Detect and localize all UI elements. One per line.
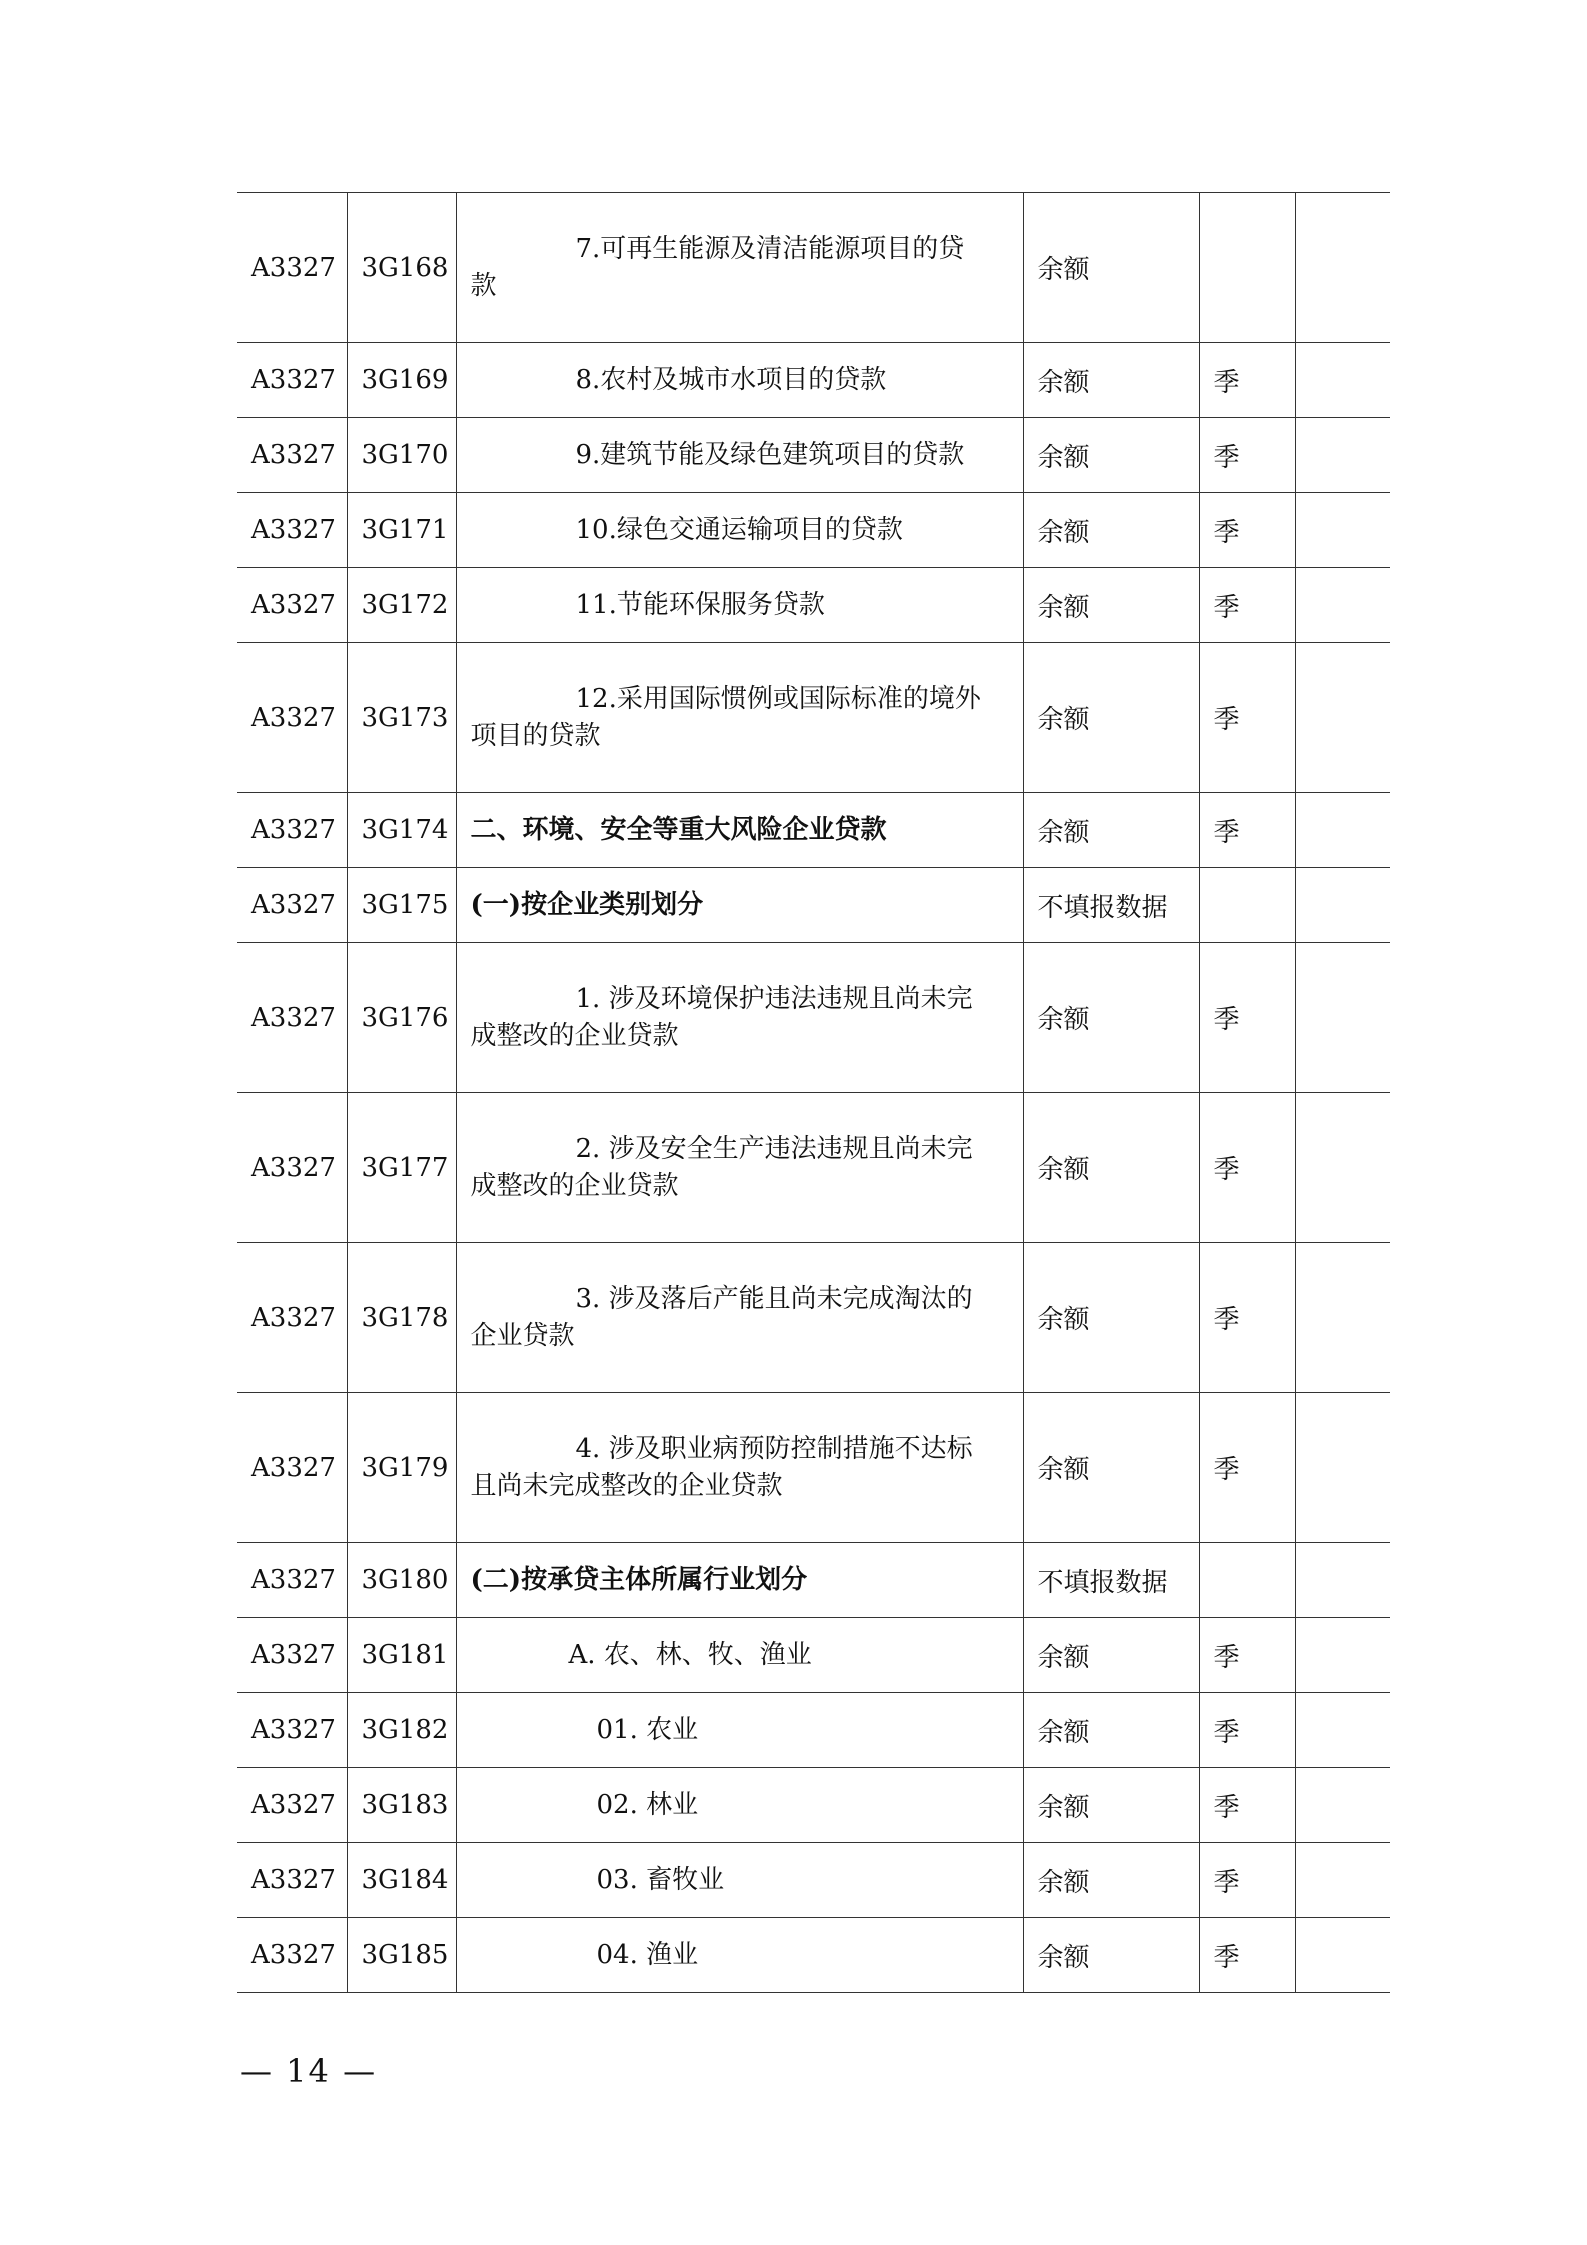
indicator-name-line2: 且尚未完成整改的企业贷款 <box>470 1470 783 1501</box>
indicator-type-cell: 余额 <box>1023 1693 1199 1768</box>
table-code-cell: A3327 <box>237 1093 347 1243</box>
indicator-name-cell <box>456 793 1023 868</box>
remark-cell <box>1295 193 1390 343</box>
table-code-cell: A3327 <box>237 1768 347 1843</box>
indicator-type-cell: 余额 <box>1023 1618 1199 1693</box>
indicator-name-cell <box>456 493 1023 568</box>
frequency-cell: 季 <box>1199 343 1295 418</box>
table-row <box>237 418 1390 493</box>
indicator-name-cell <box>456 868 1023 943</box>
frequency-cell: 季 <box>1199 643 1295 793</box>
indicator-name-line2: 成整改的企业贷款 <box>470 1020 679 1051</box>
indicator-name-line1: 二、环境、安全等重大风险企业贷款 <box>470 814 887 845</box>
indicator-name-line1: 1. 涉及环境保护违法违规且尚未完 <box>575 983 973 1014</box>
table-row <box>237 568 1390 643</box>
remark-cell <box>1295 418 1390 493</box>
indicator-type-cell: 余额 <box>1023 418 1199 493</box>
frequency-cell: 季 <box>1199 1693 1295 1768</box>
indicator-name-line1: A. 农、林、牧、渔业 <box>568 1639 812 1670</box>
indicator-name-line2: 成整改的企业贷款 <box>470 1170 679 1201</box>
table-code-cell: A3327 <box>237 793 347 868</box>
indicator-name-cell <box>456 1618 1023 1693</box>
indicator-type-cell: 余额 <box>1023 193 1199 343</box>
table-row <box>237 793 1390 868</box>
frequency-cell: 季 <box>1199 418 1295 493</box>
table-code-cell: A3327 <box>237 343 347 418</box>
table-code-cell: A3327 <box>237 943 347 1093</box>
remark-cell <box>1295 1693 1390 1768</box>
indicator-name-cell <box>456 643 1023 793</box>
indicator-name-line2: 企业贷款 <box>470 1320 575 1351</box>
remark-cell <box>1295 1918 1390 1993</box>
table-row <box>237 643 1390 793</box>
indicator-name-line1: 4. 涉及职业病预防控制措施不达标 <box>575 1433 973 1464</box>
indicator-code-cell: 3G168 <box>347 193 456 343</box>
table-row <box>237 1693 1390 1768</box>
indicator-code-cell: 3G174 <box>347 793 456 868</box>
remark-cell <box>1295 493 1390 568</box>
remark-cell <box>1295 793 1390 868</box>
table-row <box>237 1918 1390 1993</box>
table-row <box>237 193 1390 343</box>
indicator-type-cell: 不填报数据 <box>1023 1543 1199 1618</box>
indicator-code-cell: 3G176 <box>347 943 456 1093</box>
indicator-name-line2: 项目的贷款 <box>470 720 601 751</box>
frequency-cell: 季 <box>1199 568 1295 643</box>
indicator-code-cell: 3G173 <box>347 643 456 793</box>
indicator-name-cell <box>456 1693 1023 1768</box>
indicator-name-cell <box>456 568 1023 643</box>
remark-cell <box>1295 1768 1390 1843</box>
frequency-cell: 季 <box>1199 1243 1295 1393</box>
table-code-cell: A3327 <box>237 1543 347 1618</box>
indicator-code-cell: 3G171 <box>347 493 456 568</box>
remark-cell <box>1295 1393 1390 1543</box>
indicator-name-line1: 9.建筑节能及绿色建筑项目的贷款 <box>575 439 965 470</box>
table-row <box>237 1243 1390 1393</box>
indicator-code-cell: 3G181 <box>347 1618 456 1693</box>
frequency-cell <box>1199 193 1295 343</box>
indicator-name-cell <box>456 1093 1023 1243</box>
indicator-type-cell: 余额 <box>1023 793 1199 868</box>
indicator-name-line1: 8.农村及城市水项目的贷款 <box>575 364 887 395</box>
table-row <box>237 493 1390 568</box>
indicator-name-cell <box>456 343 1023 418</box>
indicator-name-cell <box>456 1918 1023 1993</box>
indicator-name-line1: 7.可再生能源及清洁能源项目的贷 <box>575 233 965 264</box>
page-number: — 14 — <box>240 2052 378 2090</box>
indicator-code-cell: 3G169 <box>347 343 456 418</box>
indicator-name-cell <box>456 943 1023 1093</box>
table-code-cell: A3327 <box>237 1393 347 1543</box>
indicator-name-cell <box>456 1843 1023 1918</box>
indicator-name-cell <box>456 1768 1023 1843</box>
indicator-name-line1: 12.采用国际惯例或国际标准的境外 <box>575 683 981 714</box>
indicator-code-cell: 3G180 <box>347 1543 456 1618</box>
frequency-cell: 季 <box>1199 493 1295 568</box>
indicator-name-line1: 04. 渔业 <box>596 1939 699 1970</box>
indicator-name-line1: (一)按企业类别划分 <box>470 889 704 920</box>
indicator-code-cell: 3G185 <box>347 1918 456 1993</box>
indicator-type-cell: 余额 <box>1023 1768 1199 1843</box>
table-code-cell: A3327 <box>237 868 347 943</box>
indicator-name-line1: 11.节能环保服务贷款 <box>575 589 825 620</box>
frequency-cell: 季 <box>1199 1393 1295 1543</box>
indicator-type-cell: 余额 <box>1023 1243 1199 1393</box>
table-code-cell: A3327 <box>237 643 347 793</box>
table-row <box>237 1843 1390 1918</box>
indicator-type-cell: 余额 <box>1023 343 1199 418</box>
indicator-name-line1: 01. 农业 <box>596 1714 699 1745</box>
table-code-cell: A3327 <box>237 193 347 343</box>
indicator-code-cell: 3G172 <box>347 568 456 643</box>
indicator-code-cell: 3G178 <box>347 1243 456 1393</box>
frequency-cell: 季 <box>1199 1618 1295 1693</box>
table-row <box>237 943 1390 1093</box>
table-row <box>237 1393 1390 1543</box>
frequency-cell: 季 <box>1199 943 1295 1093</box>
table-row <box>237 1543 1390 1618</box>
table-code-cell: A3327 <box>237 1918 347 1993</box>
indicator-name-line1: 02. 林业 <box>596 1789 699 1820</box>
indicator-type-cell: 余额 <box>1023 1918 1199 1993</box>
indicator-code-cell: 3G182 <box>347 1693 456 1768</box>
table-code-cell: A3327 <box>237 1618 347 1693</box>
remark-cell <box>1295 568 1390 643</box>
frequency-cell: 季 <box>1199 793 1295 868</box>
remark-cell <box>1295 1618 1390 1693</box>
indicator-name-cell <box>456 193 1023 343</box>
remark-cell <box>1295 643 1390 793</box>
indicator-name-cell <box>456 418 1023 493</box>
table-code-cell: A3327 <box>237 568 347 643</box>
indicator-code-cell: 3G184 <box>347 1843 456 1918</box>
frequency-cell: 季 <box>1199 1843 1295 1918</box>
table-row <box>237 868 1390 943</box>
indicator-type-cell: 余额 <box>1023 493 1199 568</box>
indicator-code-cell: 3G170 <box>347 418 456 493</box>
indicator-name-line1: 10.绿色交通运输项目的贷款 <box>575 514 903 545</box>
indicator-type-cell: 余额 <box>1023 943 1199 1093</box>
table-row <box>237 1093 1390 1243</box>
frequency-cell: 季 <box>1199 1768 1295 1843</box>
indicator-code-cell: 3G183 <box>347 1768 456 1843</box>
table-code-cell: A3327 <box>237 1843 347 1918</box>
indicator-type-cell: 余额 <box>1023 643 1199 793</box>
remark-cell <box>1295 343 1390 418</box>
indicator-name-cell <box>456 1393 1023 1543</box>
remark-cell <box>1295 1093 1390 1243</box>
frequency-cell <box>1199 1543 1295 1618</box>
indicator-name-line1: 3. 涉及落后产能且尚未完成淘汰的 <box>575 1283 973 1314</box>
table-code-cell: A3327 <box>237 493 347 568</box>
table-row <box>237 343 1390 418</box>
frequency-cell <box>1199 868 1295 943</box>
remark-cell <box>1295 1843 1390 1918</box>
indicator-code-cell: 3G177 <box>347 1093 456 1243</box>
indicator-name-line1: 2. 涉及安全生产违法违规且尚未完 <box>575 1133 973 1164</box>
table-row <box>237 1768 1390 1843</box>
indicator-name-line1: 03. 畜牧业 <box>596 1864 725 1895</box>
indicator-table <box>237 192 1390 1993</box>
table-code-cell: A3327 <box>237 1693 347 1768</box>
indicator-type-cell: 不填报数据 <box>1023 868 1199 943</box>
remark-cell <box>1295 943 1390 1093</box>
indicator-type-cell: 余额 <box>1023 1093 1199 1243</box>
indicator-name-line2: 款 <box>470 270 497 301</box>
indicator-code-cell: 3G175 <box>347 868 456 943</box>
remark-cell <box>1295 1243 1390 1393</box>
table-row <box>237 1618 1390 1693</box>
remark-cell <box>1295 1543 1390 1618</box>
indicator-type-cell: 余额 <box>1023 1843 1199 1918</box>
frequency-cell: 季 <box>1199 1093 1295 1243</box>
indicator-code-cell: 3G179 <box>347 1393 456 1543</box>
indicator-name-cell <box>456 1543 1023 1618</box>
indicator-name-cell <box>456 1243 1023 1393</box>
table-code-cell: A3327 <box>237 418 347 493</box>
indicator-name-line1: (二)按承贷主体所属行业划分 <box>470 1564 808 1595</box>
remark-cell <box>1295 868 1390 943</box>
indicator-type-cell: 余额 <box>1023 1393 1199 1543</box>
indicator-type-cell: 余额 <box>1023 568 1199 643</box>
table-code-cell: A3327 <box>237 1243 347 1393</box>
frequency-cell: 季 <box>1199 1918 1295 1993</box>
